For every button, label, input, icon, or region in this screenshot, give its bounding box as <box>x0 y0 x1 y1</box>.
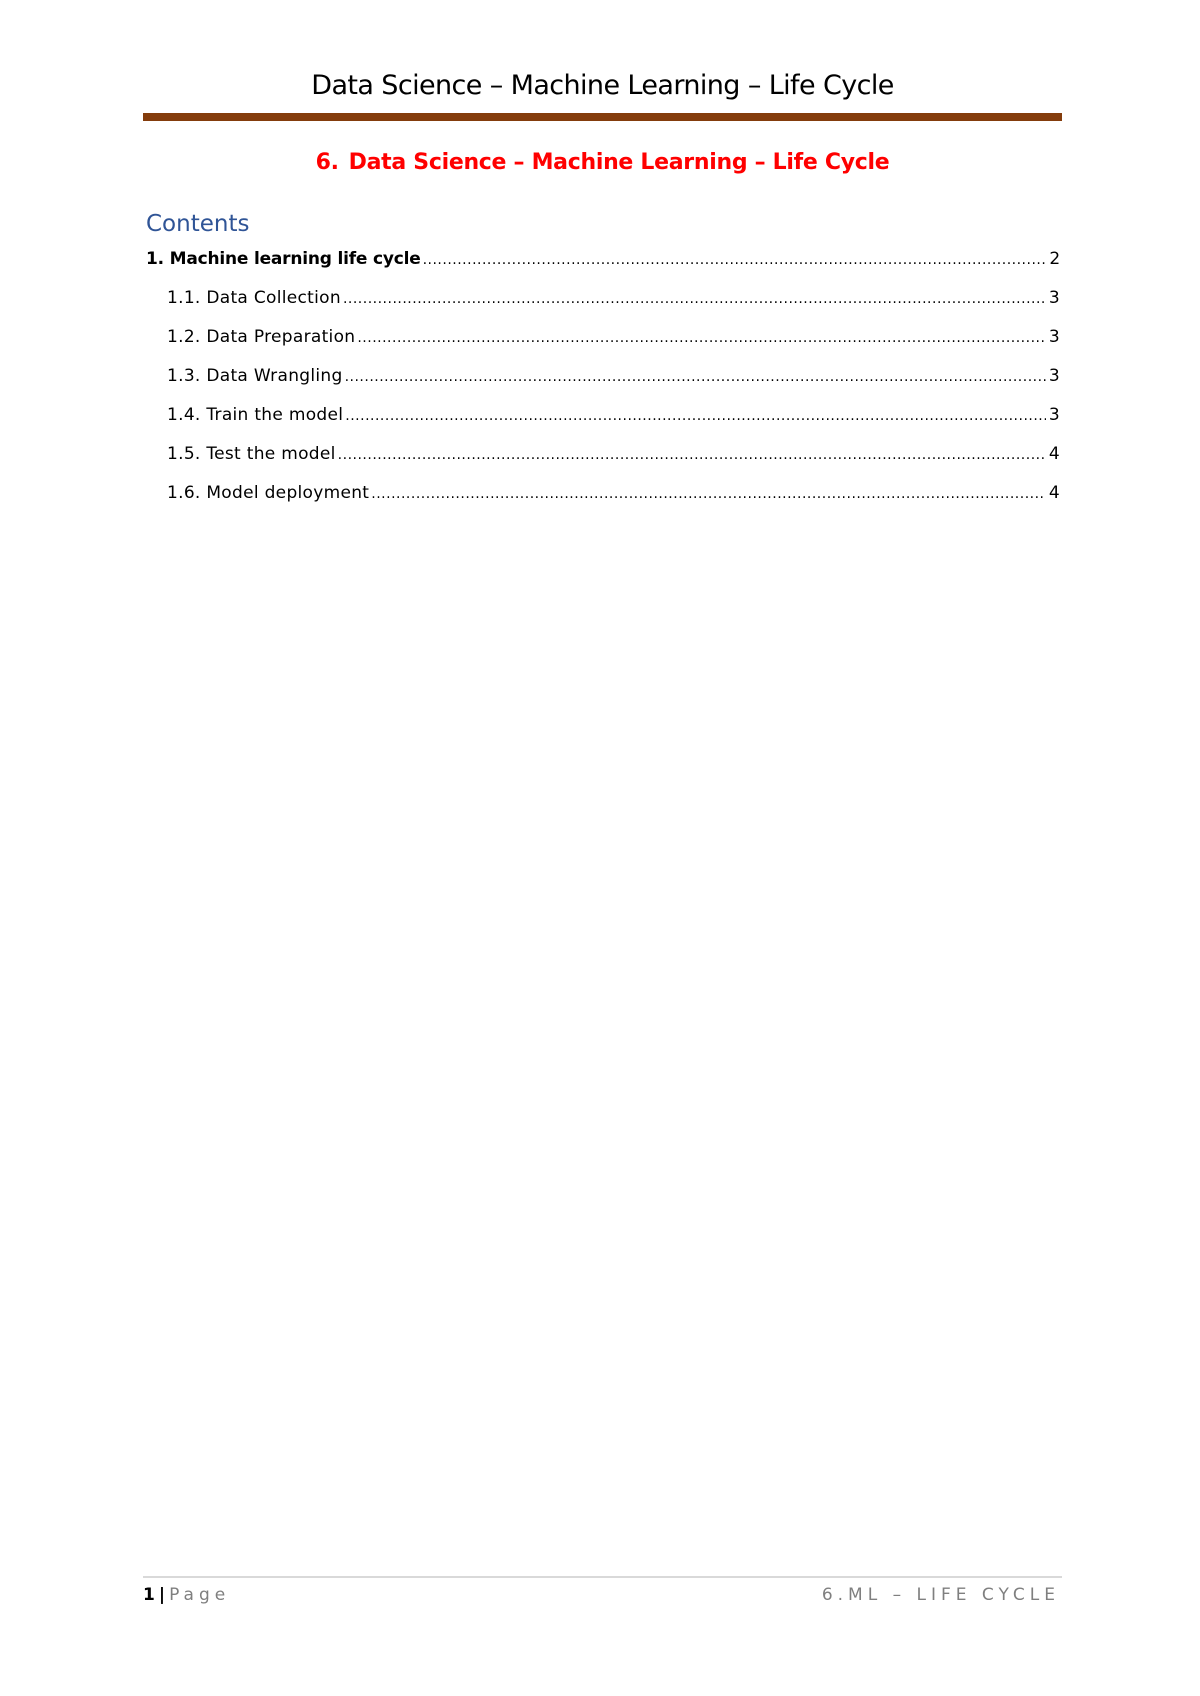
toc-entry-page: 4 <box>1048 483 1060 503</box>
document-title-text: Data Science – Machine Learning – Life Cycle <box>348 150 890 175</box>
footer-page-indicator <box>143 1585 230 1605</box>
toc-entry-label: 1.4. Train the model <box>167 405 344 425</box>
toc-entry-data-wrangling[interactable] <box>146 363 1060 402</box>
toc-heading: Contents <box>146 211 250 237</box>
toc-entry-page: 3 <box>1048 405 1060 425</box>
toc-entry-page: 4 <box>1048 444 1060 464</box>
toc-dot-leader <box>423 246 1046 273</box>
toc-dot-leader <box>357 324 1046 351</box>
toc-entry-test-the-model[interactable] <box>146 441 1060 480</box>
toc-entry-label: 1.3. Data Wrangling <box>167 366 343 386</box>
toc-dot-leader <box>343 285 1046 312</box>
toc-dot-leader <box>371 480 1046 507</box>
running-header-title: Data Science – Machine Learning – Life Cycle <box>311 70 894 101</box>
document-title-number: 6. <box>315 150 339 175</box>
table-of-contents <box>146 246 1060 519</box>
toc-entry-data-collection[interactable] <box>146 285 1060 324</box>
footer-page-number: 1 <box>143 1585 155 1605</box>
toc-entry-page: 3 <box>1048 288 1060 308</box>
toc-entry-label: 1.5. Test the model <box>167 444 336 464</box>
footer-page-label: Page <box>169 1585 231 1605</box>
toc-dot-leader <box>338 441 1046 468</box>
toc-entry-data-preparation[interactable] <box>146 324 1060 363</box>
toc-entry-page: 3 <box>1048 366 1060 386</box>
footer-chapter-label: 6.ML – LIFE CYCLE <box>821 1585 1060 1605</box>
toc-dot-leader <box>345 402 1046 429</box>
toc-entry-page: 2 <box>1049 249 1060 269</box>
toc-entry-label: 1.2. Data Preparation <box>167 327 356 347</box>
toc-entry-machine-learning-life-cycle[interactable] <box>146 246 1060 285</box>
header-rule <box>143 113 1062 121</box>
footer-rule <box>143 1576 1062 1578</box>
toc-dot-leader <box>345 363 1046 390</box>
toc-entry-train-the-model[interactable] <box>146 402 1060 441</box>
toc-entry-label: 1.6. Model deployment <box>167 483 370 503</box>
toc-entry-model-deployment[interactable] <box>146 480 1060 519</box>
toc-entry-page: 3 <box>1048 327 1060 347</box>
toc-entry-label: 1. Machine learning life cycle <box>146 249 421 269</box>
document-title <box>143 150 1062 175</box>
toc-entry-label: 1.1. Data Collection <box>167 288 341 308</box>
footer-separator: | <box>158 1585 166 1605</box>
